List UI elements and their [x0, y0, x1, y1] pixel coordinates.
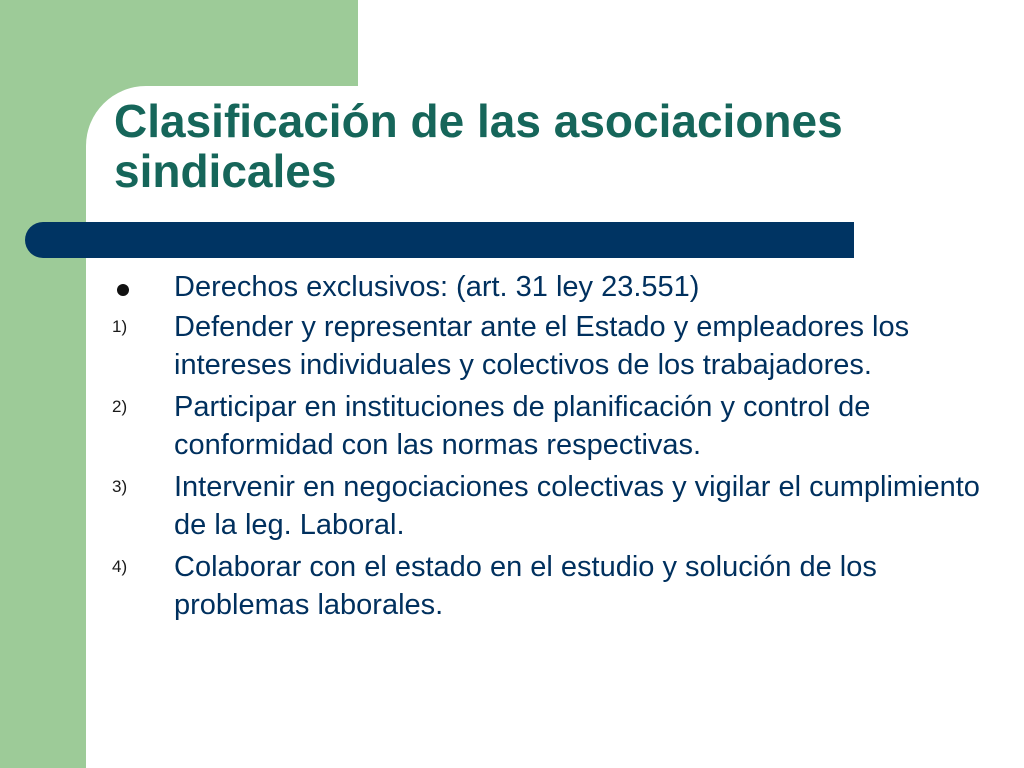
- list-item-text: Participar en instituciones de planificación y control de conformidad con las normas respectivas.: [174, 391, 871, 461]
- list-item: [100, 548, 1000, 624]
- list-item: [100, 468, 1000, 544]
- list-item-number: 2): [112, 397, 128, 416]
- slide-title: Clasificación de las asociaciones sindicales: [114, 95, 843, 197]
- list-item-text: Colaborar con el estado en el estudio y solución de los problemas laborales.: [174, 551, 877, 621]
- list-item-number: 1): [112, 317, 128, 336]
- list-item-lead: [100, 268, 1000, 306]
- title-underline-bar: [25, 222, 854, 258]
- list-item: [100, 388, 1000, 464]
- list-item-number: 3): [112, 477, 128, 496]
- slide-content: [100, 268, 1000, 628]
- list-item-text: Defender y representar ante el Estado y empleadores los intereses individuales y colectivos de los trabajadores.: [174, 311, 910, 381]
- list-item: [100, 308, 1000, 384]
- list-item-text: Derechos exclusivos: (art. 31 ley 23.551): [174, 271, 700, 303]
- list-item-number: 4): [112, 557, 128, 576]
- decor-green-strip-left: [0, 0, 86, 768]
- bullet-icon: [117, 284, 129, 296]
- list-item-text: Intervenir en negociaciones colectivas y vigilar el cumplimiento de la leg. Laboral.: [174, 471, 980, 541]
